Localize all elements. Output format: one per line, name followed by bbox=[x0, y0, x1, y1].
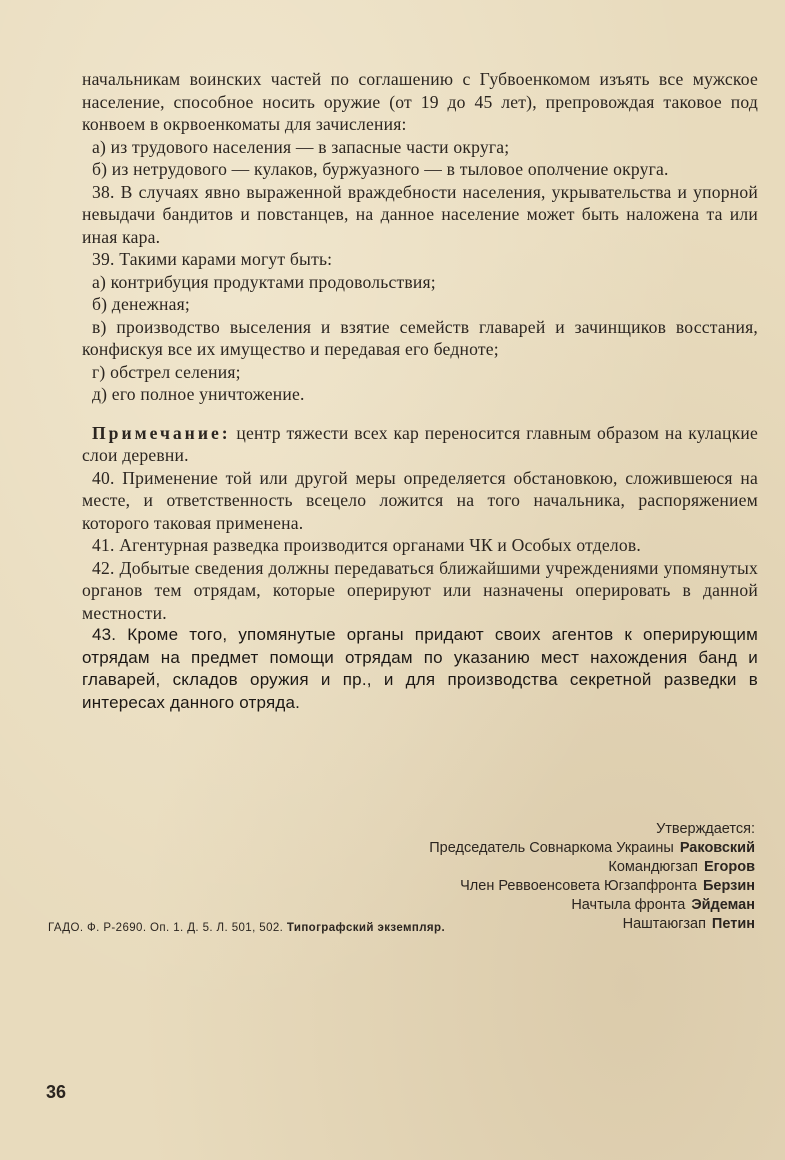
signature-name: Петин bbox=[711, 916, 755, 932]
note-label: Примечание: bbox=[92, 422, 231, 443]
signature-row bbox=[285, 877, 755, 896]
paragraph-40: 40. Применение той или другой меры определяется обстановкою, сложившеюся на месте, и ответственность всецело ложится на того начальника, распоряжением которого таковая применена. bbox=[82, 467, 758, 533]
paragraph-41: 41. Агентурная разведка производится органами ЧК и Особых отделов. bbox=[92, 535, 641, 555]
signature-row bbox=[285, 858, 755, 877]
punishment-item-b: б) денежная; bbox=[92, 294, 190, 314]
signature-row bbox=[285, 896, 755, 915]
signature-role: Начтыла фронта bbox=[571, 897, 686, 913]
signature-name: Раковский bbox=[679, 840, 755, 856]
signature-name: Егоров bbox=[703, 859, 755, 875]
archive-ref-copy-type: Типографский экземпляр. bbox=[286, 922, 446, 934]
list-item-a: а) из трудового населения — в запасные части округа; bbox=[92, 136, 510, 157]
signature-role: Командюгзап bbox=[608, 859, 698, 875]
paragraph-intro: начальникам воинских частей по соглашению с Губвоенкомом изъять все мужское население, способное носить оружие (от 19 до 45 лет), препровождая таковое под конвоем в окрвоенкоматы для зачисления: bbox=[82, 69, 758, 134]
approved-label: Утверждается: bbox=[656, 821, 755, 837]
paragraph-38: 38. В случаях явно выраженной враждебности населения, укрывательства и упорной невыдачи бандитов и повстанцев, на данное население может быть наложена та или иная кара. bbox=[82, 181, 758, 247]
signature-role: Наштаюгзап bbox=[622, 916, 706, 932]
signature-name: Эйдеман bbox=[691, 897, 755, 913]
archive-ref-text: ГАДО. Ф. Р-2690. Оп. 1. Д. 5. Л. 501, 502. bbox=[48, 922, 287, 934]
paragraph-39: 39. Такими карами могут быть: bbox=[92, 249, 333, 269]
document-body bbox=[82, 68, 758, 714]
signature-name: Берзин bbox=[702, 878, 755, 894]
paragraph-43: 43. Кроме того, упомянутые органы придают своих агентов к оперирующим отрядам на предмет помощи отрядам по указанию мест нахождения банд и главарей, складов оружия и пр., и для производства секретной разведки в интересах данного отряда. bbox=[82, 625, 758, 712]
punishment-item-g: г) обстрел селения; bbox=[92, 361, 241, 382]
punishment-item-d: д) его полное уничтожение. bbox=[92, 384, 305, 404]
archive-reference bbox=[48, 922, 445, 934]
list-item-b: б) из нетрудового — кулаков, буржуазного — в тыловое ополчение округа. bbox=[92, 159, 669, 179]
note-paragraph bbox=[82, 422, 758, 467]
signature-row bbox=[285, 839, 755, 858]
signature-role: Председатель Совнаркома Украины bbox=[429, 840, 674, 856]
signature-block bbox=[285, 820, 755, 934]
punishment-item-v: в) производство выселения и взятие семейств главарей и зачинщиков восстания, конфискуя все их имущество и передавая его бедноте; bbox=[82, 316, 758, 359]
paragraph-42: 42. Добытые сведения должны передаваться ближайшими учреждениями упомянутых органов тем отрядам, которые оперируют или назначены оперировать в данной местности. bbox=[82, 557, 758, 623]
punishment-item-a: а) контрибуция продуктами продовольствия; bbox=[92, 271, 436, 292]
signature-role: Член Реввоенсовета Югзапфронта bbox=[460, 878, 697, 894]
page-number: 36 bbox=[46, 1082, 67, 1102]
spacer bbox=[82, 406, 758, 422]
note-text: центр тяжести всех кар переносится главным образом на кулацкие слои деревни. bbox=[82, 422, 758, 465]
